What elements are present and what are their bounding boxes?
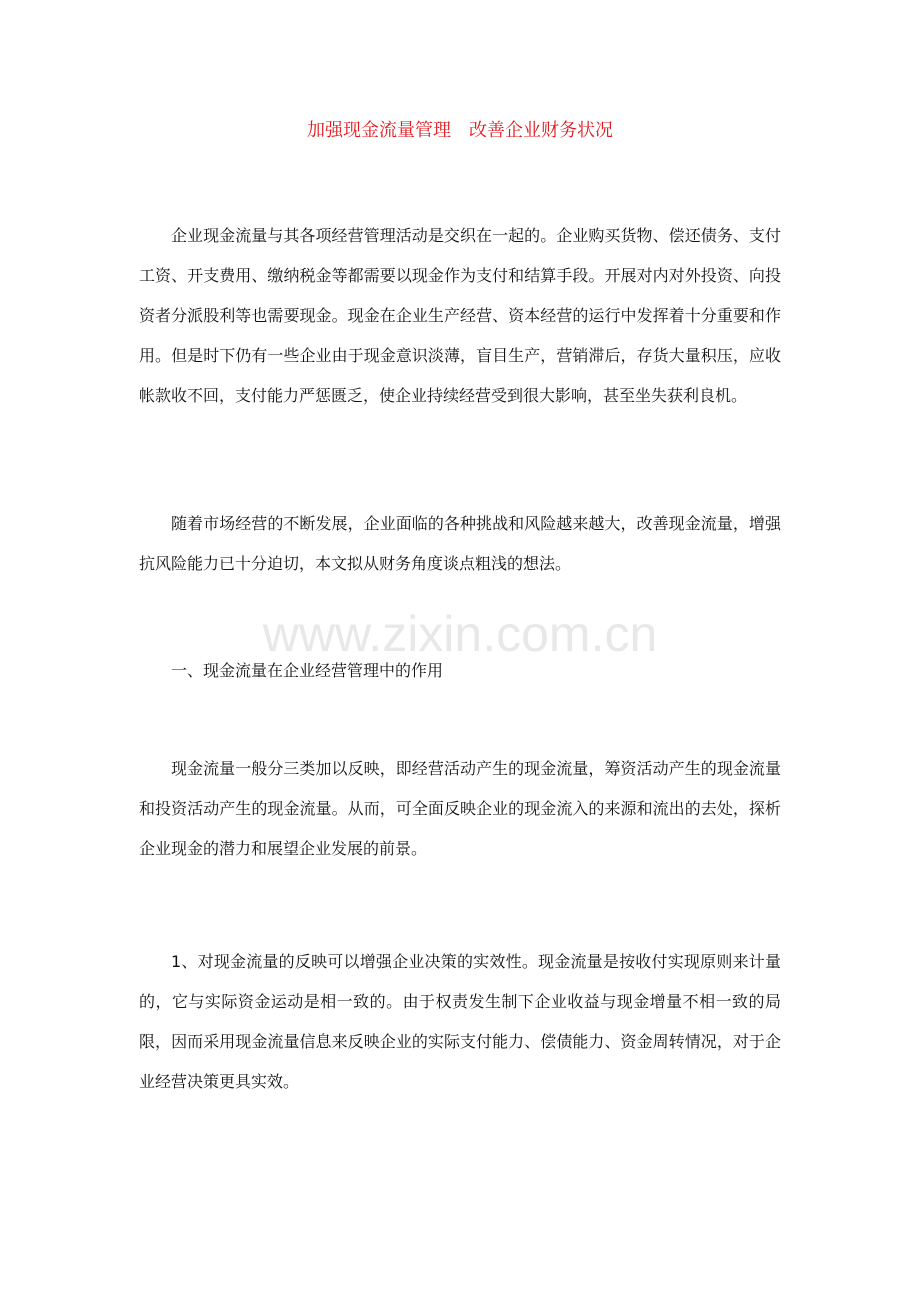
section-paragraph-2: 1、对现金流量的反映可以增强企业决策的实效性。现金流量是按收付实现原则来计量的，它与实际资金运动是相一致的。由于权责发生制下企业收益与现金增量不相一致的局限，因而采用现金流量信息来反映企业的实际支付能力、偿债能力、资金周转情况，对于企业经营决策更具实效。 [139,952,781,1091]
document-title: 加强现金流量管理 改善企业财务状况 [307,120,613,141]
section-paragraph-1: 现金流量一般分三类加以反映，即经营活动产生的现金流量，筹资活动产生的现金流量和投资活动产生的现金流量。从而，可全面反映企业的现金流入的来源和流出的去处，探析企业现金的潜力和展望企业发展的前景。 [139,759,781,858]
site-watermark: www.zixin.com.cn [262,606,658,662]
body-paragraph-1: 企业现金流量与其各项经营管理活动是交织在一起的。企业购买货物、偿还债务、支付工资、开支费用、缴纳税金等都需要以现金作为支付和结算手段。开展对内对外投资、向投资者分派股利等也需要现金。现金在企业生产经营、资本经营的运行中发挥着十分重要和作用。但是时下仍有一些企业由于现金意识淡薄，盲目生产，营销滞后，存货大量积压，应收帐款收不回，支付能力严惩匮乏，使企业持续经营受到很大影响，甚至坐失获利良机。 [139,226,781,405]
section-heading: 一、现金流量在企业经营管理中的作用 [171,661,444,680]
body-paragraph-2: 随着市场经营的不断发展，企业面临的各种挑战和风险越来越大，改善现金流量，增强抗风险能力已十分迫切，本文拟从财务角度谈点粗浅的想法。 [139,514,781,573]
